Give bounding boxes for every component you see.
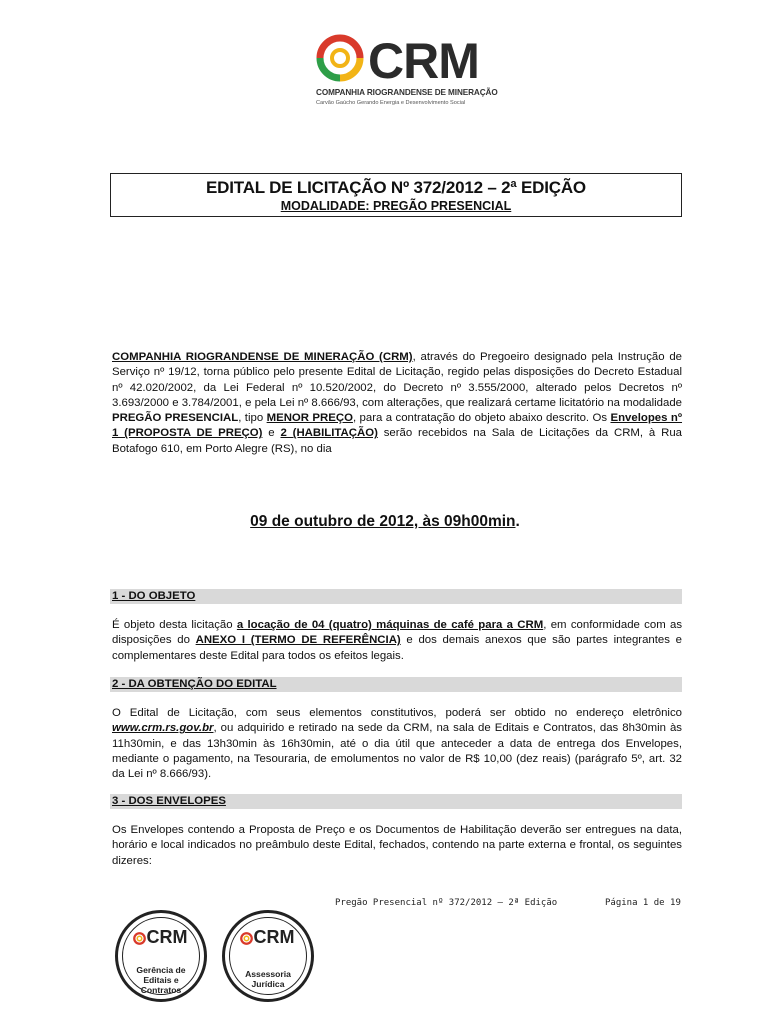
session-date: 09 de outubro de 2012, às 09h00min. [250,513,520,530]
section-heading-obtencao: 2 - DA OBTENÇÃO DO EDITAL [110,677,682,692]
title-box [110,173,682,217]
stamp-editais-contratos: CRM Gerência de Editais e Contratos [115,910,207,1002]
intro-paragraph: COMPANHIA RIOGRANDENSE DE MINERAÇÃO (CRM), através do Pregoeiro designado pela Instrução de Serviço nº 19/12, torna público pelo presente Edital de Licitação, regido pelas disposições do Decreto Estadual nº 42.020/2002, da Lei Federal nº 10.520/2002, do Decreto nº 3.555/2000, alterado pelos Decretos nº 3.693/2000 e 3.784/2001, e pela Lei nº 8.666/93, com alterações, que realizará certame licitatório na modalidade PREGÃO PRESENCIAL, tipo MENOR PREÇO, para a contratação do objeto abaixo descrito. Os Envelopes nº 1 (PROPOSTA DE PREÇO) e 2 (HABILITAÇÃO) serão recebidos na Sala de Licitações da CRM, à Rua Botafogo 610, em Porto Alegre (RS), no dia [112,351,683,455]
website-link[interactable]: www.crm.rs.gov.br [112,722,214,735]
section-body-envelopes: Os Envelopes contendo a Proposta de Preço e os Documentos de Habilitação deverão ser entregues na data, horário e local indicados no preâmbulo deste Edital, fechados, contendo na parte externa e frontal, os seguintes dizeres: [112,824,682,867]
section-heading-envelopes: 3 - DOS ENVELOPES [110,794,682,809]
document-title: EDITAL DE LICITAÇÃO Nº 372/2012 – 2ª EDIÇÃO [206,178,586,197]
logo-wordmark: CRM [368,33,479,89]
intro-company: COMPANHIA RIOGRANDENSE DE MINERAÇÃO (CRM) [112,351,413,363]
section-body-obtencao: O Edital de Licitação, com seus elementos constitutivos, poderá ser obtido no endereço eletrônico www.crm.rs.gov.br, ou adquirido e retirado na sede da CRM, na sala de Editais e Contratos, das 8h30min às 11h30min, e das 13h30min às 16h30min, até o dia útil que anteceder a data de entrega dos Envelopes, mediante o pagamento, na Tesouraria, de emolumentos no valor de R$ 10,00 (dez reais) (parágrafo 5º, art. 32 da Lei nº 8.666/93). [112,707,682,781]
crm-logo [316,33,498,114]
section-heading-objeto: 1 - DO OBJETO [110,589,682,604]
footer-document-ref: Pregão Presencial nº 372/2012 – 2ª Edição [335,898,558,908]
document-modality: MODALIDADE: PREGÃO PRESENCIAL [280,199,512,213]
footer-page-number: Página 1 de 19 [605,898,681,908]
crm-logo-icon [316,34,364,82]
stamp-assessoria-juridica: CRM Assessoria Jurídica [222,910,314,1002]
section-body-objeto: É objeto desta licitação a locação de 04 (quatro) máquinas de café para a CRM, em conformidade com as disposições do ANEXO I (TERMO DE REFERÊNCIA) e dos demais anexos que são partes integrantes e complementares deste Edital para todos os efeitos legais. [112,619,683,662]
logo-slogan: Carvão Gaúcho Gerando Energia e Desenvolvimento Social [316,100,466,106]
logo-company-name: COMPANHIA RIOGRANDENSE DE MINERAÇÃO [316,88,498,97]
